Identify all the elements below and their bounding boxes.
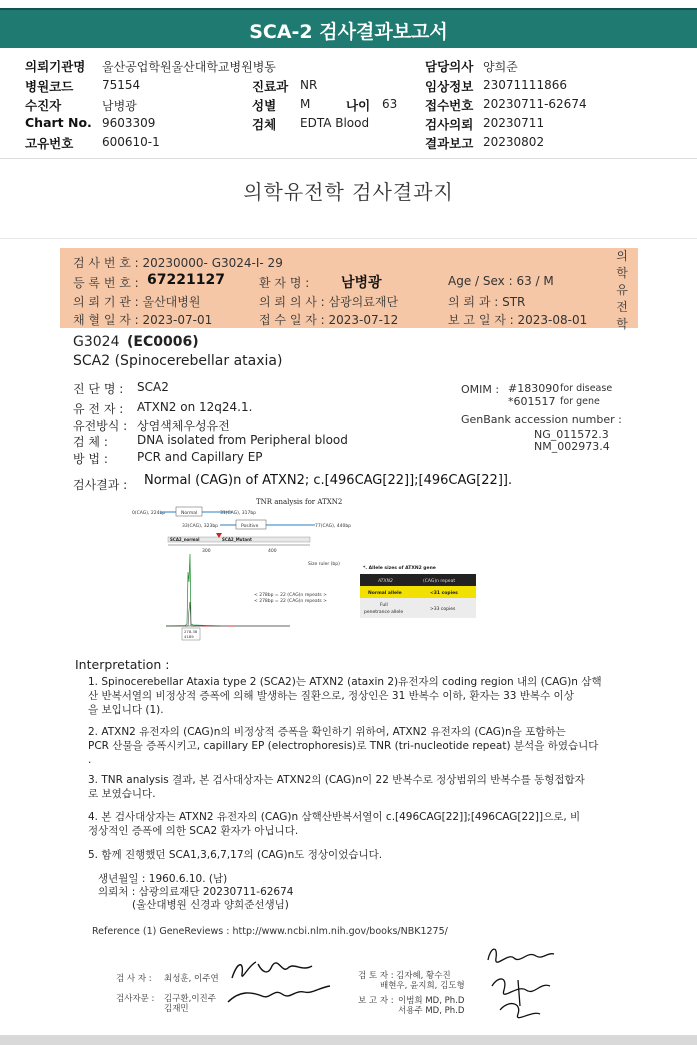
signature-stroke-4 [492,979,550,1006]
reporter-names-2: 서용주 MD, Ph.D [398,1006,465,1016]
genbank-ng: NG_011572.3 [534,428,609,441]
band-reg-label: 등 록 번 호 : [73,276,139,290]
genbank-label: GenBank accession number : [461,413,622,426]
reporter-names: 이범희 MD, Ph.D [398,996,465,1006]
omim-disease-note: for disease [560,383,613,394]
figure-row2-b: >33 copies [430,607,456,612]
side-char: 전 [616,300,628,314]
advisor-label: 검사자문 : [116,994,155,1004]
header-label-age: 나이 [346,98,371,113]
header-value-chart-no: 9603309 [102,116,156,130]
field-label-diagnosis: 진 단 명 : [73,382,124,396]
figure-pos-right: 77(CAG), 440bp [315,524,352,529]
figure-repeat-1: < 278bp = 22 (CAG)n repeats > [254,593,327,598]
band-exam-no: 검 사 번 호 : 20230000- G3024-I- 29 [73,256,283,270]
reporter-label: 보 고 자 : [358,996,394,1006]
figure-normal-right: 31(CAG), 317bp [220,511,257,516]
genbank-nm: NM_002973.4 [534,440,610,453]
figure-repeat-2: < 278bp = 22 (CAG)n repeats > [254,599,327,604]
figure-peak-label-2: 4189 [184,634,194,639]
header-value-specimen: EDTA Blood [300,116,370,130]
reviewer-names: 김자혜, 황수진 [396,971,451,981]
result-value: Normal (CAG)n of ATXN2; c.[496CAG[22]];[496CAG[22]]. [144,473,513,488]
header-label-institution: 의뢰기관명 [25,59,86,74]
para1-line1: 1. Spinocerebellar Ataxia type 2 (SCA2)는 ATXN2 (ataxin 2)유전자의 coding region 내의 (CAG)n 삼핵 [88,676,602,688]
para3-line1: 3. TNR analysis 결과, 본 검사대상자는 ATXN2의 (CAG)n이 22 반복수로 정상범위의 반복수를 동형접합자 [88,774,585,786]
para1-line3: 을 보입니다 (1). [88,704,164,716]
interpretation-paragraph-1 [88,675,603,717]
figure-normal-box: Normal [181,511,198,516]
side-char: 유 [616,283,628,297]
header-label-dept: 진료과 [252,79,289,94]
tnr-figure [130,492,490,662]
interpretation-paragraph-2 [88,725,603,767]
omim-label: OMIM : [461,383,500,396]
band-patient-label: 환 자 명 : [259,276,310,290]
figure-row2-a1: Full [380,603,388,608]
figure-tick-400: 400 [268,549,277,554]
reference: Reference (1) GeneReviews : http://www.ncbi.nlm.nih.gov/books/NBK1275/ [92,926,448,937]
header-label-receipt-no: 접수번호 [425,98,474,113]
test-code-secondary: (EC0006) [127,334,199,350]
para2-line3: . [88,754,92,766]
header-value-hospital-code: 75154 [102,78,141,92]
band-req-org: 의 뢰 기 관 : 울산대병원 [73,295,201,309]
para4-line2: 정상적인 증폭에 의한 SCA2 환자가 아닙니다. [88,825,299,837]
figure-tick-300: 300 [202,549,211,554]
band-patient-value: 남병광 [341,275,382,291]
para4-line1: 4. 본 검사대상자는 ATXN2 유전자의 (CAG)n 삼핵산반복서열이 c.[496CAG[22]];[496CAG[22]]으로, 비 [88,811,581,823]
header-value-patient: 남병광 [102,99,137,113]
tester-signature [222,952,342,1012]
document-title: 의학유전학 검사결과지 [243,180,454,204]
omim-disease: #183090 [508,382,560,395]
band-side-label [612,248,632,333]
para5-line1: 5. 함께 진행했던 SCA1,3,6,7,17의 (CAG)n도 정상이었습니다. [88,849,383,861]
report-title-bar [0,8,697,48]
header-label-patient: 수진자 [25,98,62,113]
birth-date: 생년월일 : 1960.6.10. (남) [98,873,228,885]
request-place-detail: (울산대병원 신경과 양희준선생님) [132,899,289,911]
document-title-divider [0,238,697,239]
figure-row1-a: Normal allele [368,591,402,596]
field-value-diagnosis: SCA2 [137,380,169,394]
figure-bar-normal: SCA2_normal [170,537,200,542]
field-label-method: 방 법 : [73,452,108,466]
figure-normal-left: 0(CAG), 224bp [132,511,166,516]
para2-line2: PCR 산물을 증폭시키고, capillary EP (electrophoresis)로 TNR (tri-nucleotide repeat) 분석을 하였습니다 [88,740,599,752]
header-value-unique-no: 600610-1 [102,135,160,149]
header-label-request-date: 검사의뢰 [425,117,474,132]
reviewer-label: 검 토 자 : [358,971,394,981]
header-value-institution: 울산공업학원울산대학교병원병동 [102,60,276,74]
header-label-sex: 성별 [252,98,277,113]
band-reg-value: 67221127 [147,272,225,288]
field-value-inheritance: 상염색체우성유전 [137,419,230,433]
tester-label: 검 사 자 : [116,974,152,984]
header-divider [0,158,697,159]
band-report-date: 보 고 일 자 : 2023-08-01 [448,313,588,327]
interpretation-paragraph-4 [88,810,603,838]
scanned-document [0,170,697,1045]
figure-pos-left: 33(CAG), 323bp [182,524,219,529]
request-place: 의뢰처 : 삼광의료재단 20230711-62674 [98,886,294,898]
electropherogram-trace-black [166,602,290,626]
electropherogram-trace-green [166,554,220,626]
bottom-strip [0,1035,697,1045]
header-value-doctor: 양희준 [483,60,518,74]
figure-table-head-1: ATXN2 [378,579,393,584]
result-label: 검사결과 : [73,478,128,492]
field-label-gene: 유 전 자 : [73,402,124,416]
table-row2-cell-1 [360,598,412,618]
side-char: 의 [616,249,628,263]
figure-row2-a2: penetrance allele [364,610,404,615]
header-value-age: 63 [382,97,398,111]
side-char: 학 [616,266,628,280]
header-label-unique-no: 고유번호 [25,136,74,151]
reviewer-names-2: 배현우, 윤지희, 김도형 [380,981,465,991]
figure-row1-b: <31 copies [430,591,458,596]
header-label-report-date: 결과보고 [425,136,474,151]
header-label-chart-no: Chart No. [25,115,92,130]
interpretation-title: Interpretation : [75,657,170,672]
report-title: SCA-2 검사결과보고서 [249,21,448,43]
band-receive-date: 접 수 일 자 : 2023-07-12 [259,313,399,327]
omim-gene-note: for gene [560,396,600,407]
band-collect-date: 채 혈 일 자 : 2023-07-01 [73,313,213,327]
field-value-gene: ATXN2 on 12q24.1. [137,400,253,414]
header-value-dept: NR [300,78,318,92]
para3-line2: 로 보였습니다. [88,788,156,800]
field-value-method: PCR and Capillary EP [137,450,263,464]
signature-stroke-2 [228,986,330,1002]
omim-gene: *601517 [508,395,556,408]
band-age-sex: Age / Sex : 63 / M [448,274,554,288]
header-value-report-date: 20230802 [483,135,545,149]
field-label-specimen: 검 체 : [73,435,108,449]
figure-table-head-2: (CAG)n repeat [423,579,456,584]
para1-line2: 산 반복서열의 비정상적 증폭에 의해 발생하는 질환으로, 정상인은 31 반복수 이하, 환자는 33 반복수 이상 [88,690,574,702]
reviewer-signature [478,940,568,1030]
test-code: G3024 [73,334,120,350]
figure-pos-box: Positive [241,524,259,529]
figure-bar-mutant: SCA2_Mutant [222,537,252,542]
header-value-clinical-info: 23071111866 [483,78,567,92]
para2-line1: 2. ATXN2 유전자의 (CAG)n의 비정상적 증폭을 확인하기 위하여, ATXN2 유전자의 (CAG)n을 포함하는 [88,726,566,738]
figure-ruler-label: Size ruler (bp) [308,562,340,567]
header-value-request-date: 20230711 [483,116,545,130]
header-label-specimen: 검체 [252,117,277,132]
advisor-names: 김구환,이진주 [164,994,216,1004]
band-req-doc: 의 뢰 의 사 : 삼광의료재단 [259,295,399,309]
figure-title: TNR analysis for ATXN2 [256,498,343,506]
header-label-doctor: 담당의사 [425,59,474,74]
band-req-dept: 의 뢰 과 : STR [448,295,526,309]
field-label-inheritance: 유전방식 : [73,419,128,433]
header-label-clinical-info: 임상정보 [425,79,474,94]
figure-table-title: *. Allele sizes of ATXN2 gene [363,566,436,571]
field-value-specimen: DNA isolated from Peripheral blood [137,433,348,447]
tester-names: 최성훈, 이주연 [164,974,219,984]
advisor-names-2: 김재민 [164,1004,189,1014]
figure-peak-label-1: 278.38 [184,629,198,634]
side-char: 학 [616,317,628,331]
signature-stroke-1 [232,962,312,978]
header-label-hospital-code: 병원코드 [25,79,74,94]
test-name: SCA2 (Spinocerebellar ataxia) [73,353,283,369]
header-value-receipt-no: 20230711-62674 [483,97,587,111]
interpretation-paragraph-3 [88,773,603,801]
signature-stroke-3 [488,949,554,962]
interpretation-paragraph-5 [88,848,603,862]
header-value-sex: M [300,97,311,111]
